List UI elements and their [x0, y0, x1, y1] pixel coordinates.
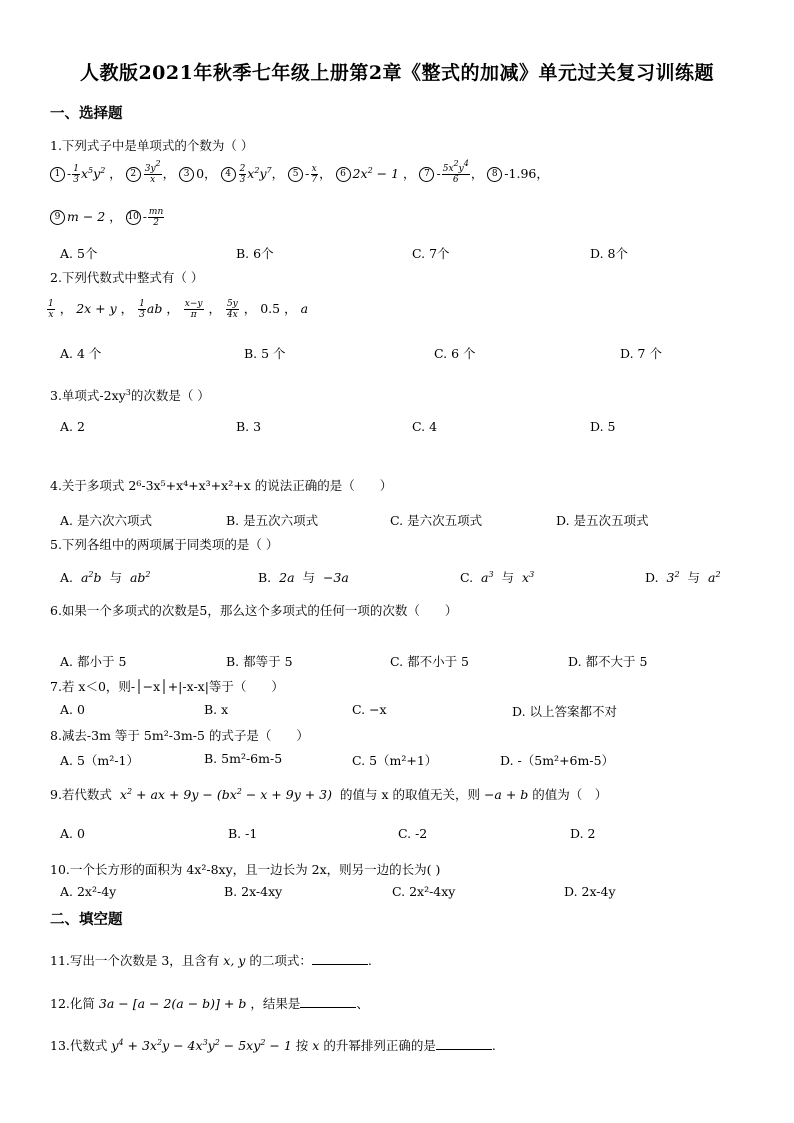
- question-10-option-a[interactable]: A. 2x²-4y: [60, 884, 117, 899]
- question-3-stem: 3.单项式$-2xy^3$的次数是（ ）: [50, 388, 210, 403]
- question-1-items-line1: 1 - $\frac{1}{3}$ $x^5y^2$ ， 2 $\frac{3y^2}{x}$ ， 3 0， 4 $\frac{2}{3}$ $x^2y^7$， 5 - $\frac{x}{7}$ ， 6 $2x^2 - 1$ ， 7 - $\frac{5x^2y^4}{6}$ ， 8 -1.96，: [50, 164, 549, 185]
- question-6-option-a[interactable]: A. 都小于 5: [60, 654, 127, 669]
- question-4-stem: 4.关于多项式 2⁶-3x⁵+x⁴+x³+x²+x 的说法正确的是（ ）: [50, 478, 393, 493]
- question-5-option-c[interactable]: C. $a^3$ 与 $x^3$: [460, 570, 535, 585]
- question-10-option-c[interactable]: C. 2x²-4xy: [392, 884, 456, 899]
- question-1-option-c[interactable]: C. 7个: [412, 246, 450, 261]
- question-2-expressions: $\frac{1}{x}$ ， 2x + y ， $\frac{1}{3}$ ab ， $\frac{x-y}{\pi}$ ， $\frac{5y}{4x}$ ， 0.5 ， a: [48, 299, 309, 320]
- question-7-option-d[interactable]: D. 以上答案都不对: [512, 704, 618, 719]
- answer-blank-12[interactable]: [300, 1007, 356, 1008]
- question-2-option-b[interactable]: B. 5 个: [244, 346, 286, 361]
- question-9-stem: 9.若代数式 $x^2$ + ax + $9y - (bx^2 - x + 9y + 3)$ 的值与 x 的取值无关，则 −a + b 的值为（ ）: [50, 787, 608, 802]
- question-1-option-b[interactable]: B. 6个: [236, 246, 274, 261]
- question-4-option-b[interactable]: B. 是五次六项式: [226, 513, 319, 528]
- question-10-stem: 10.一个长方形的面积为 4x²-8xy，且一边长为 2x，则另一边的长为( ): [50, 862, 441, 877]
- question-11: 11.写出一个次数是 3，且含有 x, y 的二项式： .: [50, 953, 372, 968]
- question-2-option-d[interactable]: D. 7 个: [620, 346, 662, 361]
- question-2-stem: 2.下列代数式中整式有（ ）: [50, 270, 204, 285]
- question-8-stem: 8.减去-3m 等于 5m²-3m-5 的式子是（ ）: [50, 728, 309, 743]
- question-6-option-b[interactable]: B. 都等于 5: [226, 654, 293, 669]
- question-10-option-b[interactable]: B. 2x-4xy: [224, 884, 283, 899]
- question-6-option-c[interactable]: C. 都不小于 5: [390, 654, 469, 669]
- question-9-option-a[interactable]: A. 0: [60, 826, 85, 841]
- question-13: 13.代数式 $y^4 + 3x^2y - 4x^3y^2 - 5xy^2 - 1$ 按 x 的升幂排列正确的是 .: [50, 1038, 496, 1053]
- question-2-option-a[interactable]: A. 4 个: [60, 346, 102, 361]
- page-title: 人教版2021年秋季七年级上册第2章《整式的加减》单元过关复习训练题: [79, 62, 715, 84]
- section-heading-fill: 二、填空题: [50, 911, 123, 928]
- question-2-option-c[interactable]: C. 6 个: [434, 346, 476, 361]
- question-1-stem: 1.下列式子中是单项式的个数为（ ）: [50, 138, 254, 153]
- question-7-option-c[interactable]: C. −x: [352, 702, 387, 717]
- question-5-stem: 5.下列各组中的两项属于同类项的是（ ）: [50, 537, 279, 552]
- question-5-option-b[interactable]: B. 2a 与 −3a: [258, 570, 349, 585]
- question-1-option-a[interactable]: A. 5个: [60, 246, 98, 261]
- question-6-option-d[interactable]: D. 都不大于 5: [568, 654, 648, 669]
- question-5-option-d[interactable]: D. $3^2$ 与 $a^2$: [645, 570, 721, 585]
- question-8-option-a[interactable]: A. 5（m²-1）: [60, 753, 139, 768]
- answer-blank-11[interactable]: [312, 964, 368, 965]
- question-3-option-a[interactable]: A. 2: [60, 419, 85, 434]
- question-4-option-d[interactable]: D. 是五次五项式: [556, 513, 649, 528]
- question-8-option-b[interactable]: B. 5m²-6m-5: [204, 751, 283, 766]
- question-7-stem: 7.若 x＜0，则-│−x│+|-x-x|等于（ ）: [50, 679, 284, 694]
- question-8-option-c[interactable]: C. 5（m²+1）: [352, 753, 438, 768]
- question-9-option-b[interactable]: B. -1: [228, 826, 258, 841]
- question-5-option-a[interactable]: A. $a^2b$ 与 $ab^2$: [60, 570, 151, 585]
- question-9-option-d[interactable]: D. 2: [570, 826, 596, 841]
- section-heading-choice: 一、选择题: [50, 105, 123, 122]
- question-6-stem: 6.如果一个多项式的次数是5，那么这个多项式的任何一项的次数（ ）: [50, 603, 458, 618]
- question-12: 12.化简 3a − [a − 2(a − b)] + b ，结果是 、: [50, 996, 369, 1011]
- question-3-option-b[interactable]: B. 3: [236, 419, 262, 434]
- question-9-option-c[interactable]: C. -2: [398, 826, 428, 841]
- question-4-option-c[interactable]: C. 是六次五项式: [390, 513, 483, 528]
- question-7-option-b[interactable]: B. x: [204, 702, 229, 717]
- question-8-option-d[interactable]: D. -（5m²+6m-5）: [500, 753, 615, 768]
- answer-blank-13[interactable]: [436, 1049, 492, 1050]
- question-3-option-d[interactable]: D. 5: [590, 419, 616, 434]
- question-7-option-a[interactable]: A. 0: [60, 702, 85, 717]
- question-10-option-d[interactable]: D. 2x-4y: [564, 884, 616, 899]
- question-3-option-c[interactable]: C. 4: [412, 419, 438, 434]
- question-1-option-d[interactable]: D. 8个: [590, 246, 628, 261]
- question-1-items-line2: 9 m − 2 ， 10 - $\frac{mn}{2}$: [50, 207, 165, 228]
- question-4-option-a[interactable]: A. 是六次六项式: [60, 513, 152, 528]
